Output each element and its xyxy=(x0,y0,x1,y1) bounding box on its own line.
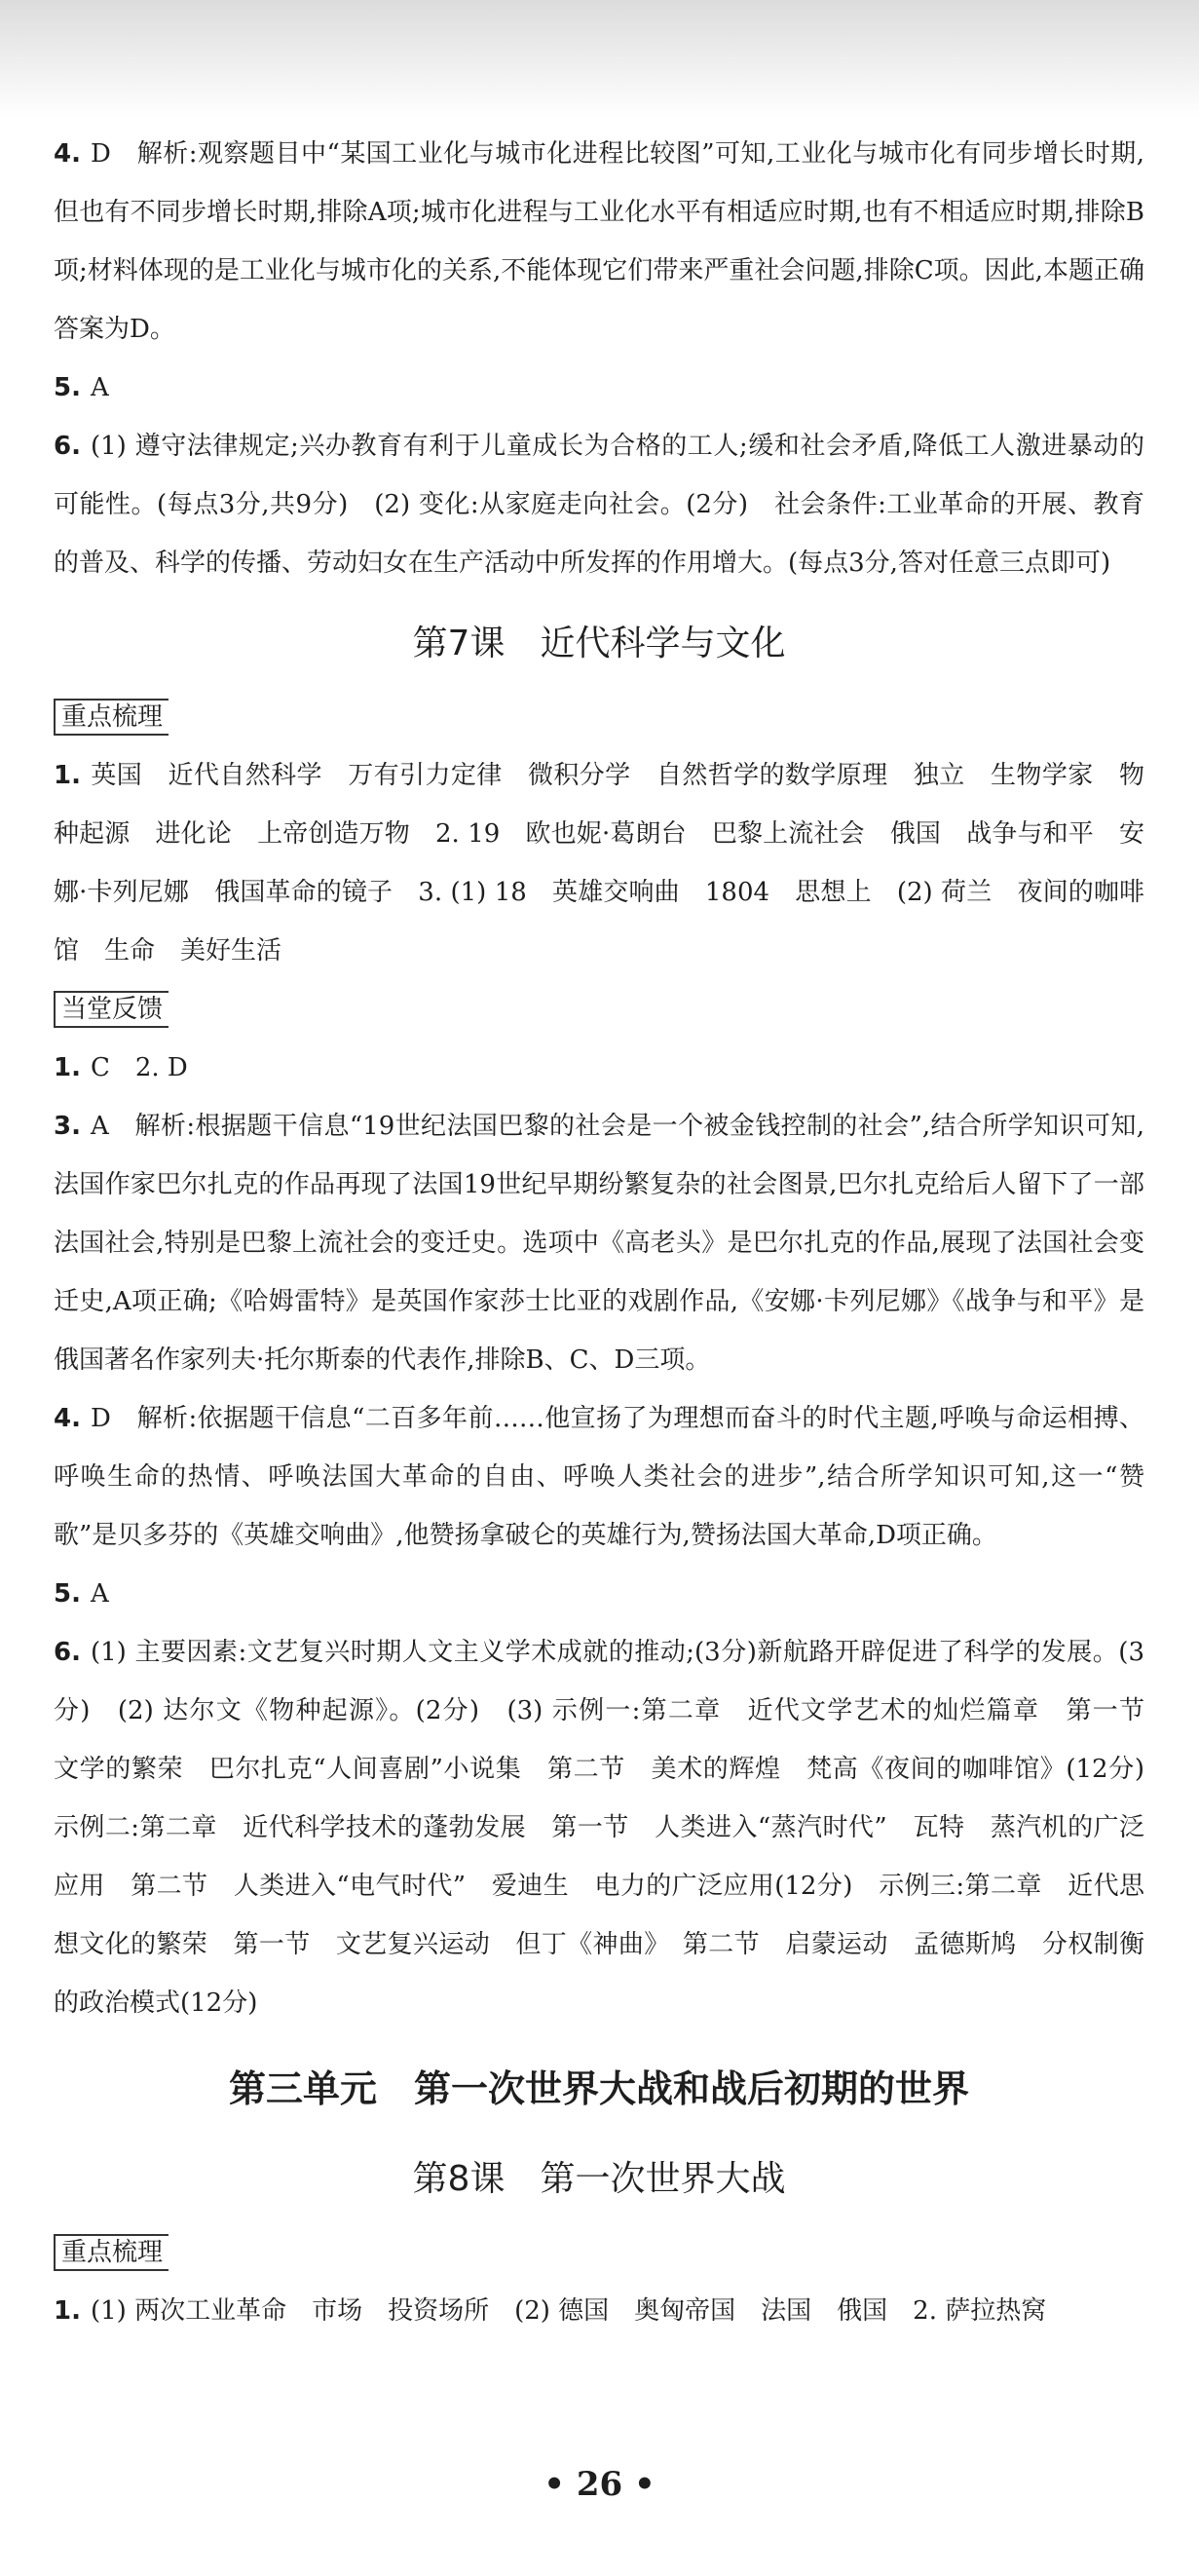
item-text: (1) 主要因素:文艺复兴时期人文主义学术成就的推动;(3分)新航路开辟促进了科学的发展。(3分) (2) 达尔文《物种起源》。(2分) (3) 示例一:第二章 近代文学艺术的灿烂篇章 第一节 文学的繁荣 巴尔扎克“人间喜剧”小说集 第二节 美术的辉煌 梵高《夜间的咖啡馆》(12分) 示例二:第二章 近代科学技术的蓬勃发展 第一节 人类进入“蒸汽时代” 瓦特 蒸汽机的广泛应用 第二节 人类进入“电气时代” 爱迪生 电力的广泛应用(12分) 示例三:第二章 近代思想文化的繁荣 第一节 文艺复兴运动 但丁《神曲》 第二节 启蒙运动 孟德斯鸠 分权制衡的政治模式(12分) xyxy=(54,1638,1171,2018)
item-number: 3. xyxy=(54,1112,81,1141)
item-number: 1. xyxy=(54,1053,81,1082)
item-text: A xyxy=(90,1579,109,1609)
feedback-item-1-2 xyxy=(54,1039,1144,1097)
item-number: 5. xyxy=(54,1579,81,1609)
item-text: 英国 近代自然科学 万有引力定律 微积分学 自然哲学的数学原理 独立 生物学家 物种起源 进化论 上帝创造万物 2. 19 欧也妮·葛朗台 巴黎上流社会 俄国 战争与和平 安娜·卡列尼娜 俄国革命的镜子 3. (1) 18 英雄交响曲 1804 思想上 (2) 荷兰 夜间的咖啡馆 生命 美好生活 xyxy=(54,761,1144,966)
item-number: 1. xyxy=(54,2296,81,2326)
scan-top-shade xyxy=(0,0,1199,117)
item-text: A xyxy=(90,373,109,402)
item-number: 6. xyxy=(54,1638,81,1667)
answer-item-4 xyxy=(54,125,1144,359)
item-number: 6. xyxy=(54,432,81,461)
unit-3-title: 第三单元 第一次世界大战和战后初期的世界 xyxy=(228,2067,969,2110)
answer-item-6 xyxy=(54,417,1144,592)
section-label-feedback: 当堂反馈 xyxy=(54,991,169,1028)
section-label-key-points: 重点梳理 xyxy=(54,2234,169,2271)
answer-item-5 xyxy=(54,359,1144,417)
item-text: C 2. D xyxy=(90,1053,188,1082)
lesson-7-title: 第7课 近代科学与文化 xyxy=(412,624,786,663)
answer-page xyxy=(54,125,1171,2340)
item-number: 5. xyxy=(54,373,81,402)
item-text: A 解析:根据题干信息“19世纪法国巴黎的社会是一个被金钱控制的社会”,结合所学知识可知,法国作家巴尔扎克的作品再现了法国19世纪早期纷繁复杂的社会图景,巴尔扎克给后人留下了一部法国社会,特别是巴黎上流社会的变迁史。选项中《高老头》是巴尔扎克的作品,展现了法国社会变迁史,A项正确;《哈姆雷特》是英国作家莎士比亚的戏剧作品,《安娜·卡列尼娜》《战争与和平》是俄国著名作家列夫·托尔斯泰的代表作,排除B、C、D三项。 xyxy=(54,1112,1144,1375)
page-number: • 26 • xyxy=(543,2465,656,2504)
feedback-item-3 xyxy=(54,1097,1144,1389)
key-points-item xyxy=(54,746,1144,980)
item-number: 4. xyxy=(54,1404,81,1433)
item-text: (1) 遵守法律规定;兴办教育有利于儿童成长为合格的工人;缓和社会矛盾,降低工人激进暴动的可能性。(每点3分,共9分) (2) 变化:从家庭走向社会。(2分) 社会条件:工业革命的开展、教育的普及、科学的传播、劳动妇女在生产活动中所发挥的作用增大。(每点3分,答对任意三点即可) xyxy=(54,432,1144,578)
key-points-item xyxy=(54,2282,1144,2340)
item-number: 4. xyxy=(54,139,81,169)
feedback-item-6 xyxy=(54,1623,1171,2032)
feedback-item-5 xyxy=(54,1565,1144,1623)
lesson-8-title: 第8课 第一次世界大战 xyxy=(412,2159,786,2199)
item-number: 1. xyxy=(54,761,81,790)
item-text: (1) 两次工业革命 市场 投资场所 (2) 德国 奥匈帝国 法国 俄国 2. 萨拉热窝 xyxy=(90,2296,1047,2326)
item-text: D 解析:依据题干信息“二百多年前……他宣扬了为理想而奋斗的时代主题,呼唤与命运相搏、呼唤生命的热情、呼唤法国大革命的自由、呼唤人类社会的进步”,结合所学知识可知,这一“赞歌”是贝多芬的《英雄交响曲》,他赞扬拿破仑的英雄行为,赞扬法国大革命,D项正确。 xyxy=(54,1404,1144,1550)
feedback-item-4 xyxy=(54,1389,1144,1565)
item-text: D 解析:观察题目中“某国工业化与城市化进程比较图”可知,工业化与城市化有同步增长时期,但也有不同步增长时期,排除A项;城市化进程与工业化水平有相适应时期,也有不相适应时期,排除B项;材料体现的是工业化与城市化的关系,不能体现它们带来严重社会问题,排除C项。因此,本题正确答案为D。 xyxy=(54,139,1144,344)
section-label-key-points: 重点梳理 xyxy=(54,699,169,736)
